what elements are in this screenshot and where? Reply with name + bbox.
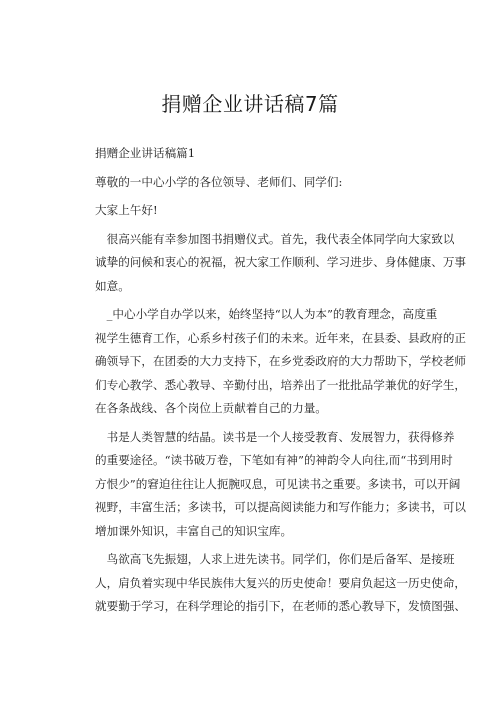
text-line: 尊敬的一中心小学的各位领导、老师们、同学们: <box>95 174 343 189</box>
text-line: 很高兴能有幸参加图书捐赠仪式。首先，我代表全体同学向大家致以 <box>95 231 455 246</box>
document-body <box>95 142 467 619</box>
text-line: 鸟欲高飞先振翅，人求上进先读书。同学们，你们是后备军、是接班 <box>95 552 455 566</box>
text-line: 就要勤于学习，在科学理论的指引下，在老师的悉心教导下，发愤图强、 <box>95 599 467 613</box>
text-line: 捐赠企业讲话稿篇1 <box>95 146 196 160</box>
text-line: 诚挚的问候和衷心的祝福，祝大家工作顺利、学习进步、身体健康、万事 <box>95 255 467 269</box>
text-line: 方恨少”的窘迫往往让人扼腕叹息，可见读书之重要。多读书，可以开阔 <box>95 476 461 491</box>
text-line: 们专心教学、悉心教导、辛勤付出，培养出了一批批品学兼优的好学生， <box>95 377 467 392</box>
text-line: 人，肩负着实现中华民族伟大复兴的历史使命！要肩负起这一历史使命， <box>95 575 467 590</box>
text-line: 的重要途径。“读书破万卷，下笔如有神”的神韵令人向往,而“书到用时 <box>95 453 453 467</box>
text-line: 如意。 <box>95 278 130 293</box>
text-line: 书是人类智慧的结晶。读书是一个人接受教育、发展智力，获得修养 <box>95 429 455 444</box>
text-line: 大家上午好! <box>95 203 158 217</box>
text-line: 视学生德育工作，心系乡村孩子们的未来。近年来，在县委、县政府的正 <box>95 330 467 345</box>
text-line: _中心小学自办学以来，始终坚持“以人为本”的教育理念，高度重 <box>95 307 438 321</box>
text-line: 增加课外知识，丰富自己的知识宝库。 <box>95 523 293 538</box>
document-title: 捐赠企业讲话稿7篇 <box>161 92 339 116</box>
text-line: 在各条战线、各个岗位上贡献着自己的力量。 <box>95 401 327 415</box>
text-line: 确领导下，在团委的大力支持下，在乡党委政府的大力帮助下，学校老师 <box>95 354 467 368</box>
text-line: 视野，丰富生活；多读书，可以提高阅读能力和写作能力；多读书，可以 <box>95 500 467 514</box>
